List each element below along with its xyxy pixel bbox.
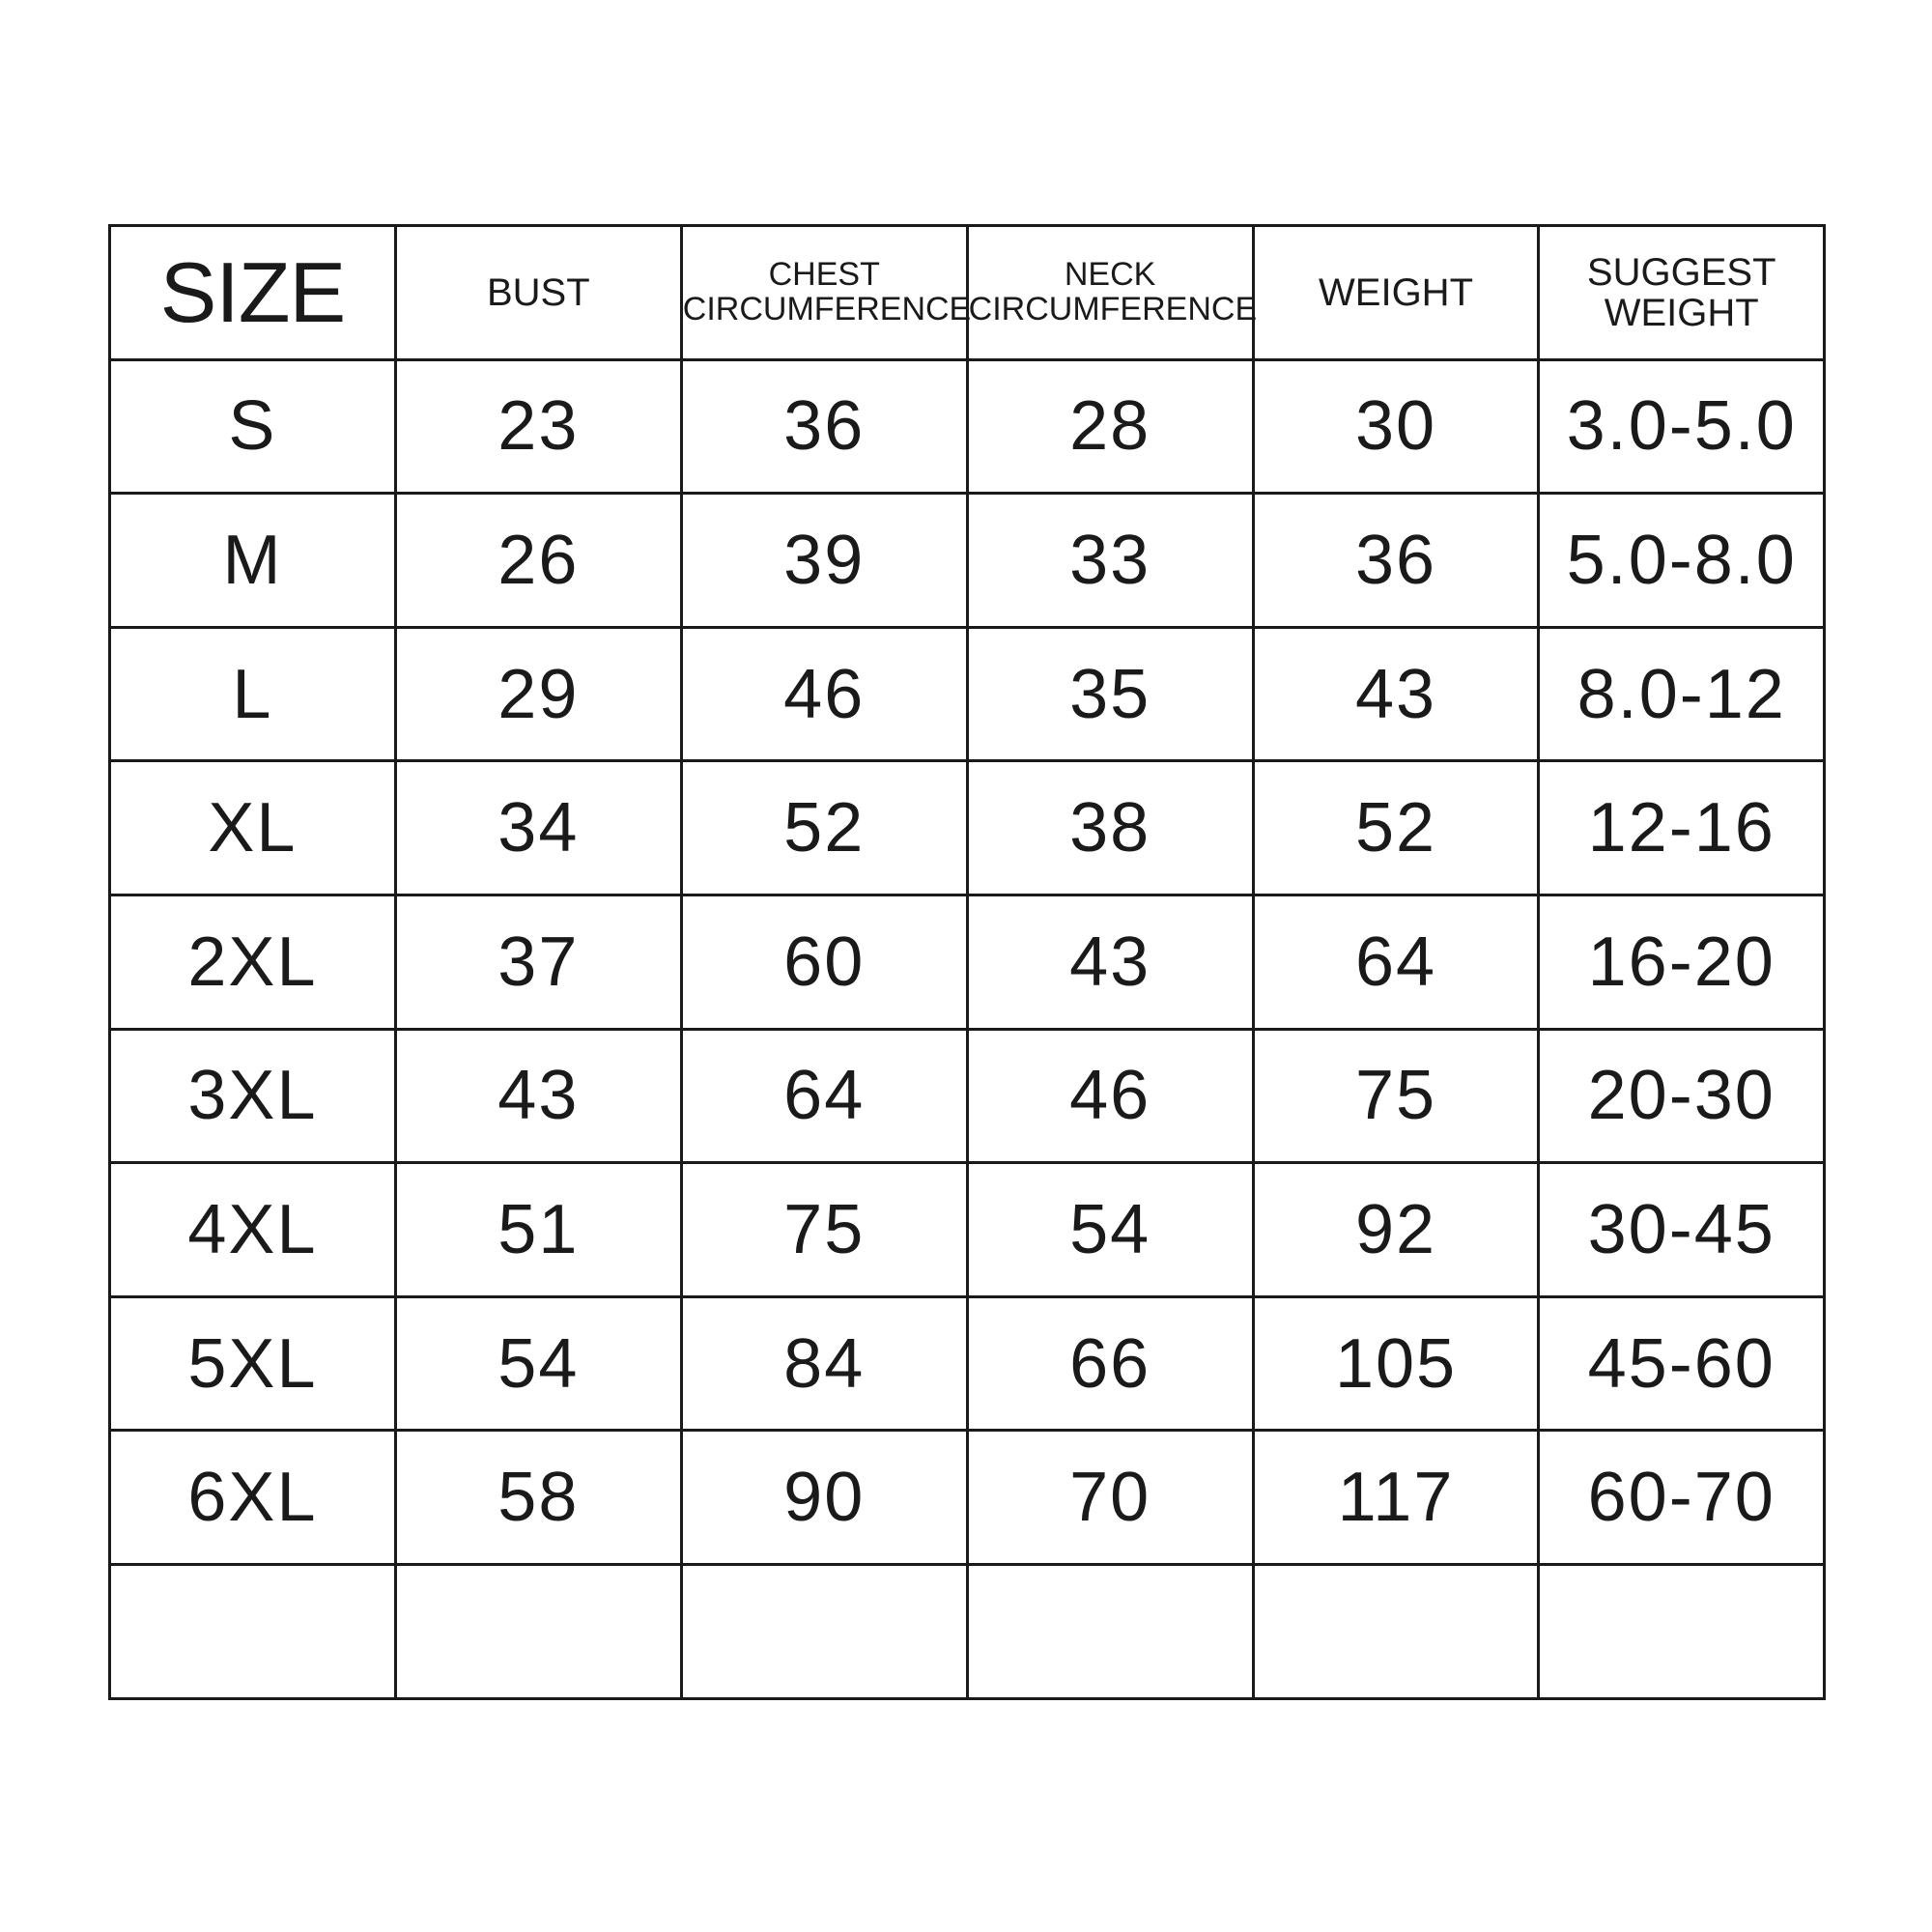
size-cell: M (110, 494, 396, 628)
size-cell: 5XL (110, 1296, 396, 1431)
neck-cell: 43 (967, 895, 1253, 1029)
suggest-weight-cell: 45-60 (1539, 1296, 1825, 1431)
size-cell: 4XL (110, 1163, 396, 1297)
bust-cell: 54 (395, 1296, 681, 1431)
table-row (110, 1163, 1825, 1297)
weight-cell: 30 (1253, 359, 1539, 494)
header-neck-line-2: CIRCUMFERENCE (968, 290, 1258, 327)
header-suggest-weight (1539, 226, 1825, 360)
chest-cell: 46 (681, 627, 967, 761)
weight-cell: 75 (1253, 1029, 1539, 1163)
suggest-weight-cell: 16-20 (1539, 895, 1825, 1029)
chest-cell: 36 (681, 359, 967, 494)
table-row (110, 1029, 1825, 1163)
header-chest-circumference (681, 226, 972, 360)
neck-cell: 28 (967, 359, 1253, 494)
weight-cell: 105 (1253, 1296, 1539, 1431)
weight-cell: 64 (1253, 895, 1539, 1029)
neck-cell: 66 (967, 1296, 1253, 1431)
header-bust-label: BUST (486, 270, 590, 314)
header-weight-label: WEIGHT (1319, 270, 1473, 314)
neck-cell: 46 (967, 1029, 1253, 1163)
chest-cell: 52 (681, 761, 967, 895)
size-chart-table (108, 224, 1826, 1700)
size-cell: 6XL (110, 1431, 396, 1565)
size-cell: S (110, 359, 396, 494)
bust-cell: 51 (395, 1163, 681, 1297)
size-cell: 2XL (110, 895, 396, 1029)
table-row (110, 1431, 1825, 1565)
header-chest-line-1: CHEST (768, 256, 880, 294)
header-suggest-line-1: SUGGEST (1586, 250, 1776, 294)
bust-cell (395, 1564, 681, 1698)
table-row (110, 895, 1825, 1029)
header-chest-line-2: CIRCUMFERENCE (682, 290, 972, 327)
bust-cell: 29 (395, 627, 681, 761)
bust-cell: 37 (395, 895, 681, 1029)
table-row (110, 627, 1825, 761)
table-row (110, 359, 1825, 494)
header-neck-circumference (967, 226, 1258, 360)
header-row (110, 226, 1825, 360)
suggest-weight-cell: 60-70 (1539, 1431, 1825, 1565)
neck-cell: 38 (967, 761, 1253, 895)
chest-cell: 90 (681, 1431, 967, 1565)
table-row (110, 494, 1825, 628)
header-bust (395, 226, 681, 360)
weight-cell (1253, 1564, 1539, 1698)
header-weight (1253, 226, 1539, 360)
size-rows (110, 359, 1825, 1698)
bust-cell: 26 (395, 494, 681, 628)
header-size-label: SIZE (159, 243, 346, 340)
suggest-weight-cell: 3.0-5.0 (1539, 359, 1825, 494)
size-cell: L (110, 627, 396, 761)
neck-cell: 70 (967, 1431, 1253, 1565)
bust-cell: 43 (395, 1029, 681, 1163)
neck-cell (967, 1564, 1253, 1698)
header-neck-line-1: NECK (1064, 256, 1156, 294)
weight-cell: 43 (1253, 627, 1539, 761)
suggest-weight-cell (1539, 1564, 1825, 1698)
table-row (110, 1296, 1825, 1431)
bust-cell: 23 (395, 359, 681, 494)
bust-cell: 34 (395, 761, 681, 895)
size-cell: XL (110, 761, 396, 895)
suggest-weight-cell: 30-45 (1539, 1163, 1825, 1297)
table-row (110, 761, 1825, 895)
weight-cell: 117 (1253, 1431, 1539, 1565)
chest-cell (681, 1564, 967, 1698)
neck-cell: 35 (967, 627, 1253, 761)
chest-cell: 75 (681, 1163, 967, 1297)
neck-cell: 33 (967, 494, 1253, 628)
chest-cell: 60 (681, 895, 967, 1029)
chest-cell: 64 (681, 1029, 967, 1163)
header-size (110, 226, 396, 360)
bust-cell: 58 (395, 1431, 681, 1565)
table-row-empty (110, 1564, 1825, 1698)
suggest-weight-cell: 8.0-12 (1539, 627, 1825, 761)
suggest-weight-cell: 20-30 (1539, 1029, 1825, 1163)
header-suggest-line-2: WEIGHT (1604, 291, 1759, 334)
weight-cell: 92 (1253, 1163, 1539, 1297)
chest-cell: 39 (681, 494, 967, 628)
size-cell (110, 1564, 396, 1698)
chest-cell: 84 (681, 1296, 967, 1431)
weight-cell: 52 (1253, 761, 1539, 895)
weight-cell: 36 (1253, 494, 1539, 628)
size-cell: 3XL (110, 1029, 396, 1163)
suggest-weight-cell: 5.0-8.0 (1539, 494, 1825, 628)
suggest-weight-cell: 12-16 (1539, 761, 1825, 895)
neck-cell: 54 (967, 1163, 1253, 1297)
